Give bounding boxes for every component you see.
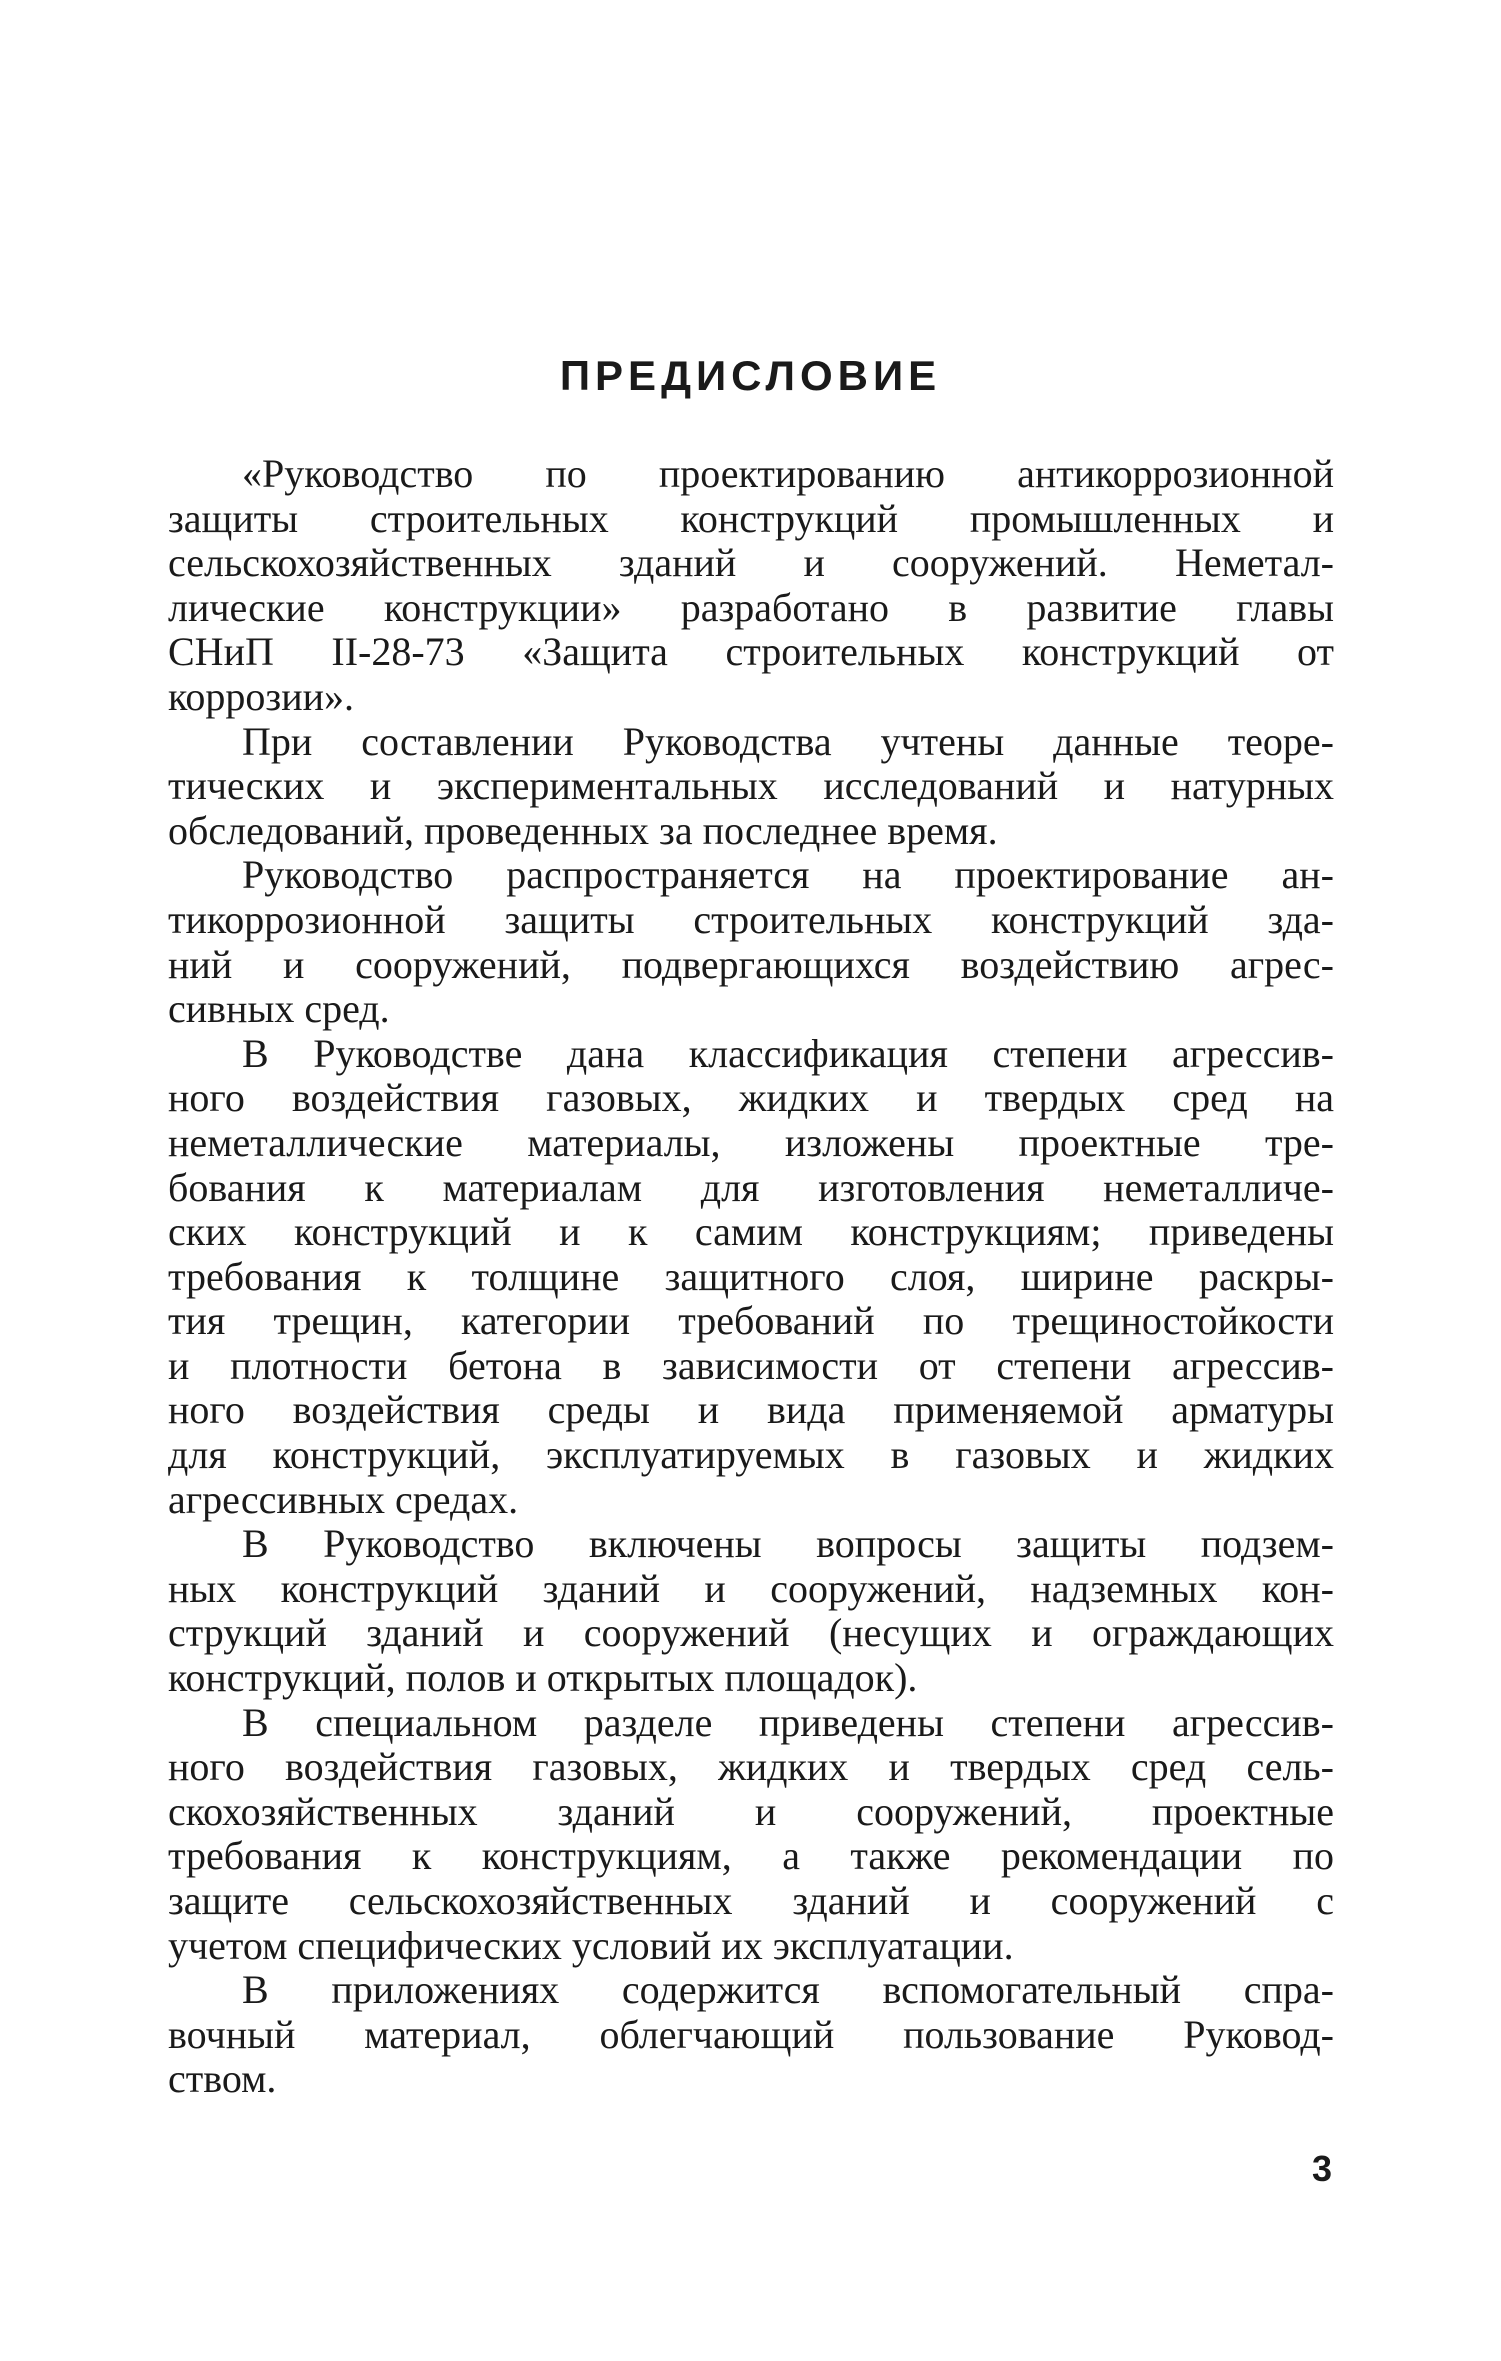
text-line: ний и сооружений, подвергающихся воздействию агрес- (168, 941, 1334, 987)
text-line: струкций зданий и сооружений (несущих и ограждающих (168, 1610, 1334, 1656)
text-line: защиты строительных конструкций промышленных и (168, 495, 1334, 541)
preface-body (168, 452, 1334, 2102)
text-line: конструкций, полов и открытых площадок). (168, 1655, 918, 1701)
text-line: требования к конструкциям, а также рекомендации по (168, 1833, 1334, 1879)
text-line: При составлении Руководства учтены данные теоре- (242, 718, 1334, 764)
text-line: тия трещин, категории требований по трещиностойкости (168, 1298, 1334, 1344)
text-line: сельскохозяйственных зданий и сооружений. Неметал- (168, 540, 1334, 586)
text-line: Руководство распространяется на проектирование ан- (242, 852, 1334, 898)
text-line: неметаллические материалы, изложены проектные тре- (168, 1119, 1334, 1165)
text-line: ного воздействия газовых, жидких и твердых сред сель- (168, 1744, 1334, 1790)
text-line: обследований, проведенных за последнее время. (168, 807, 998, 853)
text-line: защите сельскохозяйственных зданий и сооружений с (168, 1878, 1334, 1923)
paragraph-7 (168, 1968, 1334, 2102)
paragraph-5 (168, 1522, 1334, 1700)
text-line: тикоррозионной защиты строительных конструкций зда- (168, 896, 1334, 942)
text-line: ного воздействия среды и вида применяемой арматуры (168, 1387, 1334, 1433)
paragraph-6 (168, 1701, 1334, 1969)
page-number: 3 (1312, 2148, 1333, 2189)
text-line: коррозии». (168, 673, 355, 719)
text-line: В приложениях содержится вспомогательный спра- (242, 1967, 1334, 2013)
text-line: бования к материалам для изготовления неметалличе- (168, 1164, 1334, 1210)
text-line: и плотности бетона в зависимости от степени агрессив- (168, 1342, 1334, 1388)
text-line: агрессивных средах. (168, 1476, 519, 1522)
text-line: В специальном разделе приведены степени агрессив- (242, 1699, 1334, 1745)
text-line: СНиП II-28-73 «Защита строительных конструкций от (168, 629, 1334, 675)
paragraph-2 (168, 720, 1334, 854)
text-line: В Руководстве дана классификация степени агрессив- (242, 1030, 1334, 1076)
paragraph-1 (168, 452, 1334, 720)
page-title: ПРЕДИСЛОВИЕ (559, 352, 942, 399)
text-line: ством. (168, 2056, 277, 2102)
text-line: требования к толщине защитного слоя, ширине раскры- (168, 1253, 1334, 1299)
text-line: тических и экспериментальных исследований и натурных (168, 763, 1334, 809)
text-line: учетом специфических условий их эксплуатации. (168, 1922, 1014, 1968)
paragraph-4 (168, 1032, 1334, 1523)
text-line: вочный материал, облегчающий пользование Руковод- (168, 2011, 1334, 2057)
text-line: ного воздействия газовых, жидких и твердых сред на (168, 1075, 1334, 1121)
text-line: «Руководство по проектированию антикоррозионной (242, 451, 1334, 496)
text-line: В Руководство включены вопросы защиты подзем- (242, 1521, 1334, 1567)
text-line: ных конструкций зданий и сооружений, надземных кон- (168, 1565, 1334, 1611)
text-line: лические конструкции» разработано в развитие главы (168, 584, 1334, 630)
text-line: скохозяйственных зданий и сооружений, проектные (168, 1788, 1334, 1834)
paragraph-3 (168, 853, 1334, 1031)
text-line: для конструкций, эксплуатируемых в газовых и жидких (168, 1432, 1334, 1478)
text-line: ских конструкций и к самим конструкциям; приведены (168, 1209, 1334, 1255)
text-line: сивных сред. (168, 986, 390, 1032)
